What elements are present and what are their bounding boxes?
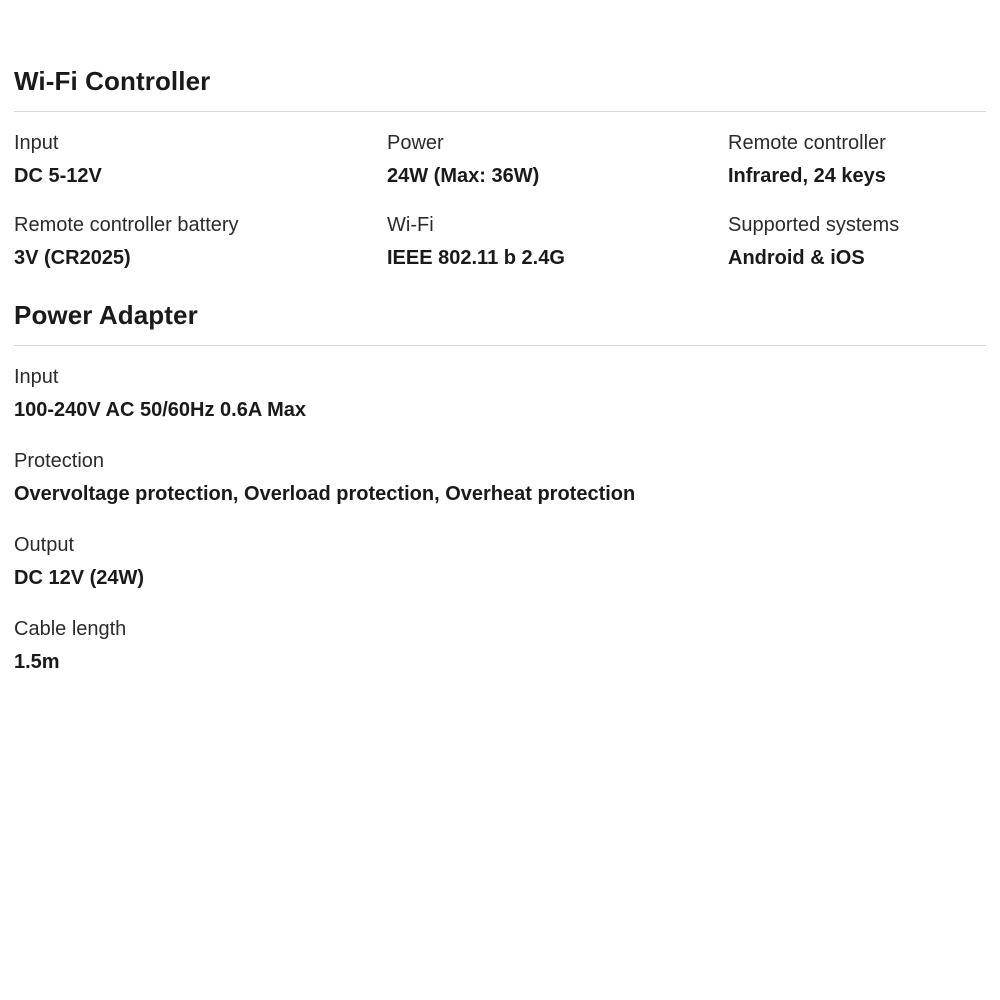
section-power-adapter	[14, 300, 986, 676]
spec-item	[14, 364, 986, 424]
spec-value: 1.5m	[14, 651, 60, 674]
spec-label: Protection	[14, 450, 105, 473]
spec-list	[14, 364, 986, 676]
spec-value: Overvoltage protection, Overload protection, Overheat protection	[14, 483, 636, 506]
section-title: Power Adapter	[14, 300, 198, 331]
spec-label: Input	[14, 366, 59, 389]
spec-label: Power	[387, 132, 444, 155]
spec-item	[14, 130, 387, 190]
spec-item	[728, 212, 986, 272]
spec-value: 100-240V AC 50/60Hz 0.6A Max	[14, 399, 307, 422]
section-title: Wi-Fi Controller	[14, 66, 211, 96]
spec-label: Wi-Fi	[387, 214, 434, 237]
spec-value: DC 12V (24W)	[14, 567, 145, 590]
spec-item	[14, 212, 387, 272]
spec-label: Output	[14, 534, 75, 557]
spec-value: IEEE 802.11 b 2.4G	[387, 247, 565, 270]
spec-value: Android & iOS	[728, 247, 865, 270]
spec-item	[14, 532, 986, 592]
spec-value: Infrared, 24 keys	[728, 165, 886, 188]
spec-item	[728, 130, 986, 190]
spec-item	[14, 616, 986, 676]
spec-label: Cable length	[14, 618, 127, 641]
spec-label: Remote controller battery	[14, 214, 239, 237]
section-divider	[14, 111, 986, 112]
spec-item	[14, 448, 986, 508]
spec-label: Supported systems	[728, 214, 900, 237]
section-wifi-controller	[14, 66, 986, 272]
spec-grid	[14, 130, 986, 272]
spec-item	[387, 130, 728, 190]
spec-value: 24W (Max: 36W)	[387, 165, 540, 188]
spec-label: Input	[14, 132, 59, 155]
spec-value: 3V (CR2025)	[14, 247, 131, 270]
spec-label: Remote controller	[728, 132, 886, 155]
spec-value: DC 5-12V	[14, 165, 102, 188]
section-divider	[14, 345, 986, 346]
spec-item	[387, 212, 728, 272]
